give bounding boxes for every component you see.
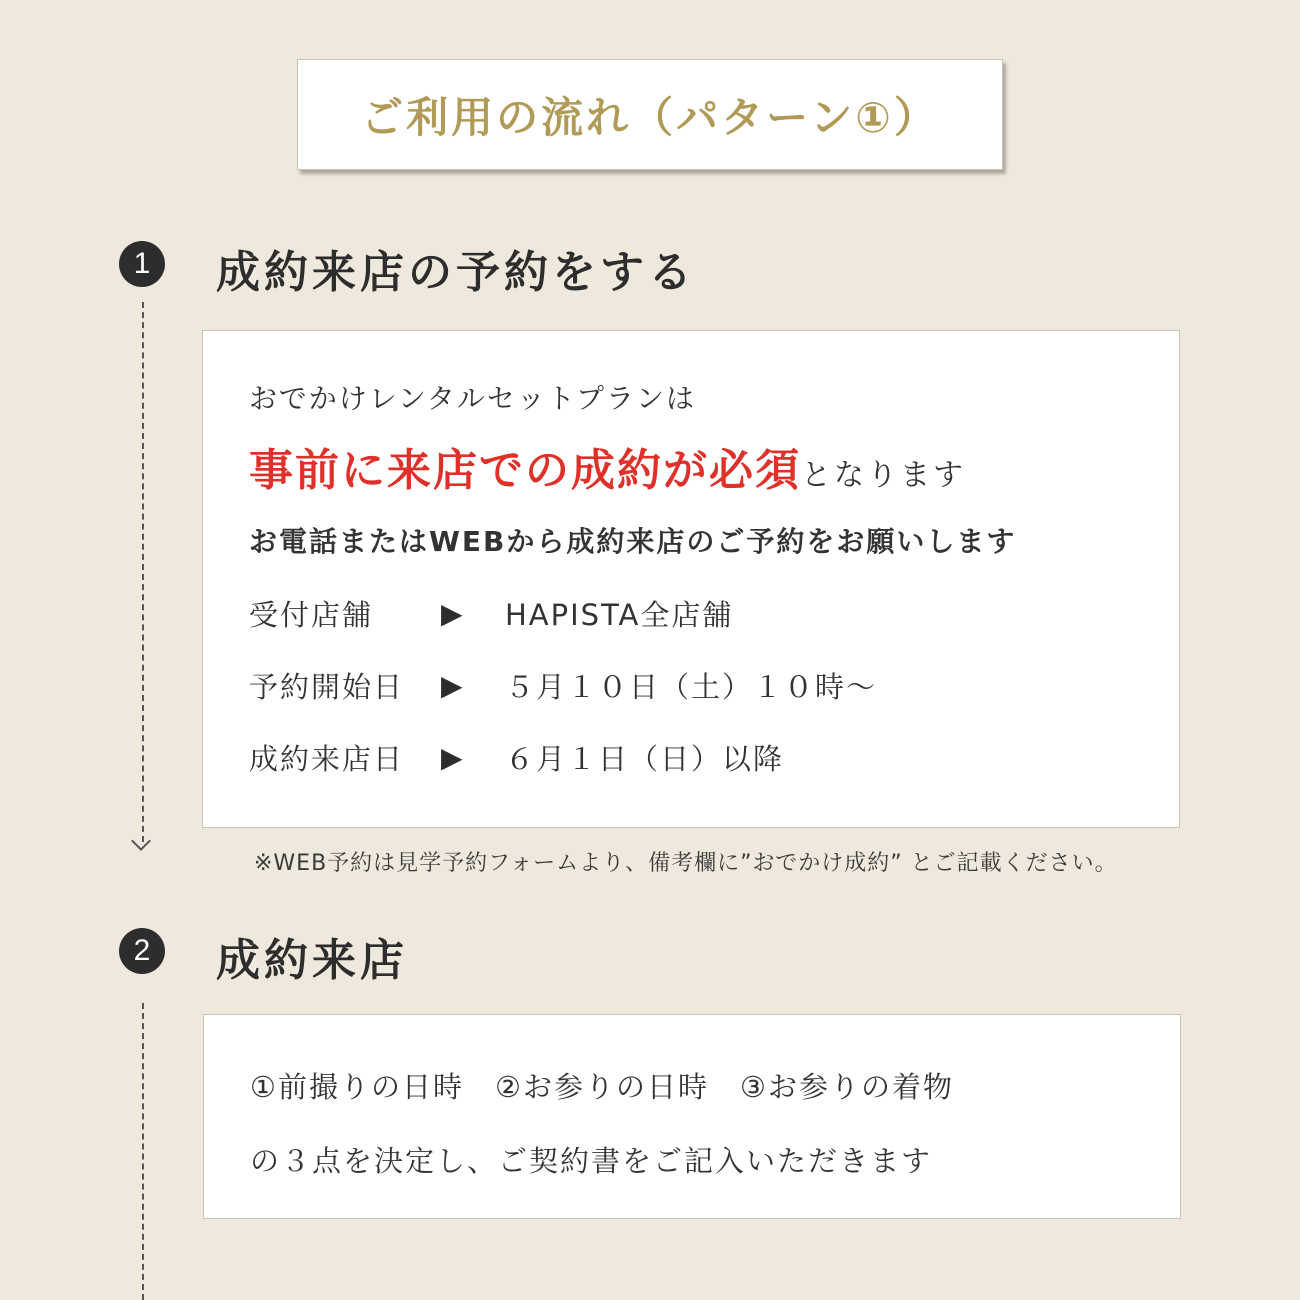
step-1-emphasis-tail: となります <box>801 458 966 493</box>
info-row <box>249 665 877 706</box>
play-triangle-icon: ▶ <box>441 669 465 702</box>
info-row-label: 成約来店日 <box>249 742 405 776</box>
play-triangle-icon: ▶ <box>441 597 465 630</box>
step-1-title: 成約来店の予約をする <box>216 247 696 298</box>
page-title-box <box>297 59 1003 170</box>
step-1-card <box>202 330 1180 828</box>
play-triangle-icon: ▶ <box>441 741 465 774</box>
down-arrow-icon <box>131 831 151 851</box>
step-2-title: 成約来店 <box>216 935 408 986</box>
info-row <box>249 593 733 634</box>
step-2-number-badge: 2 <box>119 928 165 974</box>
step-2-line-1: ①前撮りの日時 ②お参りの日時 ③お参りの着物 <box>250 1070 954 1104</box>
info-row-label: 予約開始日 <box>249 670 405 704</box>
info-row-value: HAPISTA全店舗 <box>505 598 734 632</box>
info-row-value: ６月１日（日）以降 <box>505 742 785 776</box>
step-1-dashed-connector <box>142 302 144 842</box>
step-1-contact-text: お電話またはWEBから成約来店のご予約をお願いします <box>249 525 1017 558</box>
info-row <box>249 737 784 778</box>
step-1-intro-text: おでかけレンタルセットプランは <box>249 382 697 415</box>
page-title: ご利用の流れ（パターン①） <box>361 92 939 142</box>
web-reservation-note: ※WEB予約は見学予約フォームより、備考欄に”おでかけ成約” とご記載ください。 <box>254 851 1118 876</box>
step-1-emphasis-text: 事前に来店での成約が必須 <box>249 445 801 496</box>
step-1-emphasis-line <box>249 434 966 498</box>
step-2-line-2: の３点を決定し、ご契約書をご記入いただきます <box>250 1144 933 1178</box>
info-row-label: 受付店舗 <box>249 598 374 632</box>
step-2-card <box>203 1014 1181 1219</box>
step-1-number-badge: 1 <box>119 241 165 287</box>
info-row-value: ５月１０日（土）１０時～ <box>505 670 878 704</box>
step-2-dashed-connector <box>142 1003 144 1300</box>
